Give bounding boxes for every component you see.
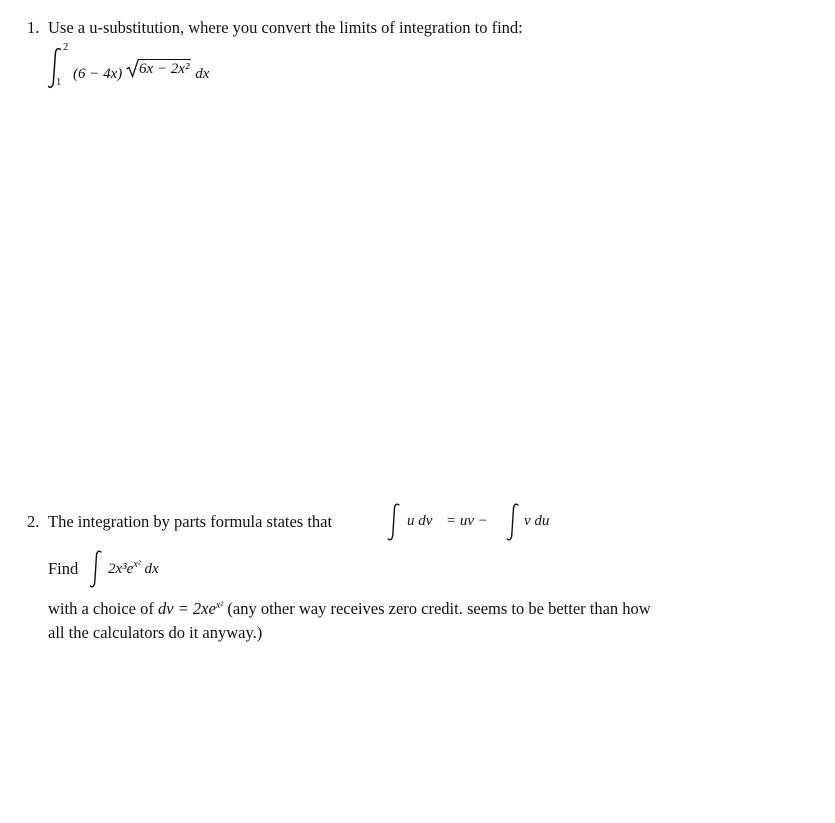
find-integrand-exponent: x² xyxy=(133,559,141,570)
problem-1-text: Use a u-substitution, where you convert the limits of integration to find: xyxy=(48,18,523,37)
upper-limit: 2 xyxy=(63,42,69,53)
integrand-dx: dx xyxy=(195,66,210,82)
problem-2-text: The integration by parts formula states that xyxy=(48,512,333,531)
formula-rhs: v du xyxy=(524,513,550,529)
square-root xyxy=(126,58,191,78)
find-label: Find xyxy=(48,559,79,578)
choice-dv: dv = 2xe xyxy=(157,599,216,618)
problem-1-number: 1. xyxy=(27,18,40,37)
choice-line-1 xyxy=(48,599,651,619)
find-integrand-base: 2x³e xyxy=(108,561,134,577)
lower-limit: 1 xyxy=(56,77,62,88)
choice-prefix: with a choice of xyxy=(48,599,154,618)
formula-uv: = uv − xyxy=(446,513,488,529)
integral-sign-icon xyxy=(88,549,104,589)
integrand-expression xyxy=(73,58,209,83)
integrand-factor: (6 − 4x) xyxy=(73,66,123,82)
radicand: 6x − 2x² xyxy=(139,61,190,77)
choice-suffix: (any other way receives zero credit. seems to be better than how xyxy=(227,599,651,618)
find-integrand xyxy=(108,559,159,578)
problem-2-number: 2. xyxy=(27,512,40,531)
find-dx: dx xyxy=(144,561,159,577)
integral-sign-icon xyxy=(505,502,521,542)
choice-exponent: x² xyxy=(215,600,224,611)
choice-line-2: all the calculators do it anyway.) xyxy=(48,623,263,642)
formula-lhs: u dv xyxy=(407,513,433,529)
integral-sign-icon xyxy=(46,46,64,90)
integral-sign-icon xyxy=(386,502,402,542)
